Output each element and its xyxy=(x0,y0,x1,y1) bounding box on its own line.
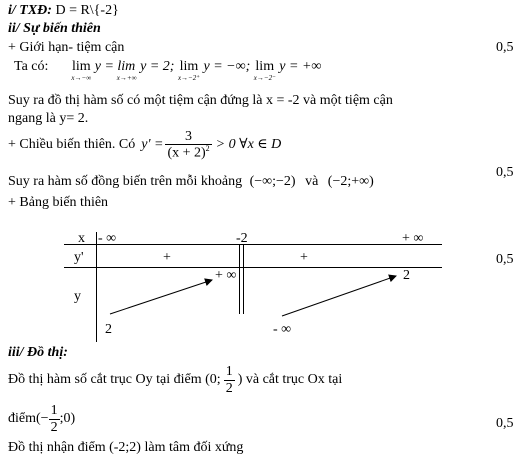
graph-line1-post: ) và cắt trục Ox tại xyxy=(237,372,343,387)
table-x-left: - ∞ xyxy=(98,231,117,246)
asymptote-line-2: ngang là y= 2. xyxy=(8,111,89,126)
lim-expr-mid: y = lim xyxy=(94,59,136,74)
lim-word: lim xyxy=(179,59,199,74)
table-y-top-left: + ∞ xyxy=(215,268,237,283)
graph-line2-pre: điểm(− xyxy=(8,411,49,426)
table-yp-label: y' xyxy=(74,250,84,265)
ox-numerator: 1 xyxy=(50,403,58,419)
heading-variation: ii/ Sự biến thiên xyxy=(8,21,101,36)
increasing-arrow-right xyxy=(282,276,396,316)
increasing-text: Suy ra hàm số đồng biến trên mỗi khoảng xyxy=(8,174,243,189)
table-y-top-right: 2 xyxy=(403,268,410,283)
lim-sub: x→−2⁻ xyxy=(253,73,276,82)
lim-sub: x→−2⁺ xyxy=(177,73,200,82)
graph-line-2 xyxy=(8,400,75,438)
score-1: 0,5 xyxy=(496,40,514,55)
lim-expr-pinf: y = +∞ xyxy=(279,59,322,74)
oy-numerator: 1 xyxy=(225,364,233,380)
and-word: và xyxy=(305,174,319,189)
table-bullet: + Bảng biến thiên xyxy=(8,195,109,210)
symmetry-line: Đồ thị nhận điểm (-2;2) làm tâm đối xứng xyxy=(8,440,244,455)
score-4: 0,5 xyxy=(496,416,514,431)
derivative-den-base: (x + 2) xyxy=(167,145,206,161)
limits-bullet: + Giới hạn- tiệm cận xyxy=(8,40,125,55)
oy-denominator: 2 xyxy=(225,380,233,396)
oy-fraction xyxy=(224,364,235,396)
ox-fraction xyxy=(49,403,60,435)
asymptote-line-1: Suy ra đồ thị hàm số có một tiệm cận đứng là x = -2 và một tiệm cận xyxy=(8,93,393,108)
interval-1: (−∞;−2) xyxy=(249,174,296,189)
table-yp-right: + xyxy=(300,250,308,265)
domain-value: D = R\{-2} xyxy=(55,3,119,18)
lim-sub: x→+∞ xyxy=(116,73,137,82)
graph-line-1 xyxy=(8,361,342,399)
lim-word: lim xyxy=(71,59,91,74)
table-y-bottom-right: - ∞ xyxy=(273,322,292,337)
interval-2: (−2;+∞) xyxy=(327,174,374,189)
lim-sub: x→−∞ xyxy=(71,73,92,82)
direction-label: + Chiều biến thiên. Có xyxy=(8,137,136,152)
lim-expr-eq2: y = 2; xyxy=(140,59,175,74)
derivative-rhs: > 0 ∀x ∈ D xyxy=(215,137,282,152)
derivative-numerator: 3 xyxy=(165,129,211,145)
derivative-den-exp: 2 xyxy=(205,144,210,154)
table-x-label: x xyxy=(78,231,85,246)
table-y-bottom-left: 2 xyxy=(105,322,112,337)
score-2: 0,5 xyxy=(496,165,514,180)
table-x-mid: -2 xyxy=(236,231,248,246)
table-x-right: + ∞ xyxy=(402,231,424,246)
ox-denominator: 2 xyxy=(50,419,58,435)
lim-expr-minf: y = −∞; xyxy=(203,59,251,74)
increasing-arrow-left xyxy=(110,280,212,314)
table-yp-left: + xyxy=(163,250,171,265)
heading-graph: iii/ Đồ thị: xyxy=(8,345,68,360)
graph-line2-post: ;0) xyxy=(59,411,76,426)
graph-line1-pre: Đồ thị hàm số cắt trục Oy tại điểm (0; xyxy=(8,372,221,387)
lim-word: lim xyxy=(255,59,275,74)
derivative-lhs: y' = xyxy=(141,137,164,152)
table-y-label: y xyxy=(74,289,81,304)
ta-co-label: Ta có: xyxy=(14,59,49,74)
score-3: 0,5 xyxy=(496,252,514,267)
domain-label: i/ TXĐ: xyxy=(8,3,52,18)
